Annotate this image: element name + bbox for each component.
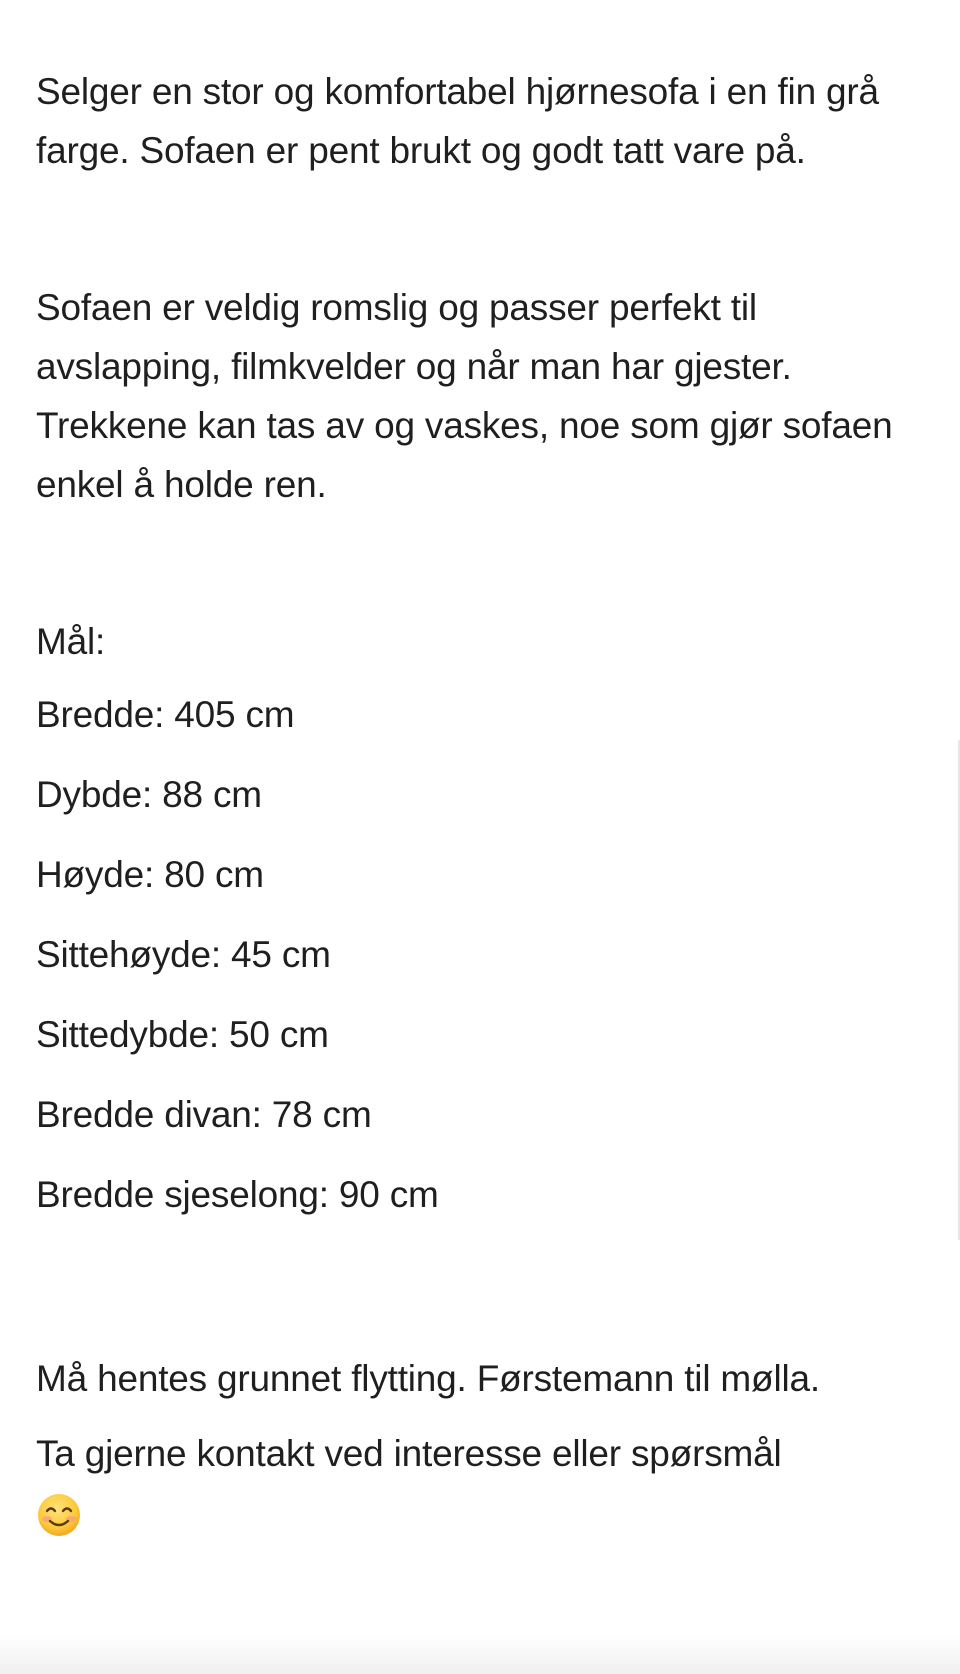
details-paragraph: Sofaen er veldig romslig og passer perfekt til avslapping, filmkvelder og når man har gjester. Trekkene kan tas av og vaskes, noe som gjør sofaen enkel å holde ren. [36,287,893,505]
spacer [36,1408,916,1424]
contact-paragraph [36,1424,916,1542]
dimension-item: Bredde sjeselong: 90 cm [36,1174,439,1215]
dimensions-title: Mål: [36,621,106,662]
smiling-face-icon [36,1492,82,1538]
dimension-item: Bredde divan: 78 cm [36,1094,372,1135]
bottom-fade [0,1634,960,1674]
spacer [36,1245,916,1349]
dimension-item: Sittehøyde: 45 cm [36,934,331,975]
dimensions-section [36,612,916,1245]
dimension-item: Høyde: 80 cm [36,854,264,895]
listing-description [36,62,916,1542]
dimension-item: Bredde: 405 cm [36,694,295,735]
spacer [36,180,916,278]
spacer [36,514,916,612]
dimension-item: Sittedybde: 50 cm [36,1014,329,1055]
pickup-paragraph: Må hentes grunnet flytting. Førstemann til mølla. [36,1358,820,1399]
dimension-item: Dybde: 88 cm [36,774,262,815]
contact-text: Ta gjerne kontakt ved interesse eller spørsmål [36,1433,782,1474]
intro-paragraph: Selger en stor og komfortabel hjørnesofa i en fin grå farge. Sofaen er pent brukt og godt tatt vare på. [36,71,879,171]
